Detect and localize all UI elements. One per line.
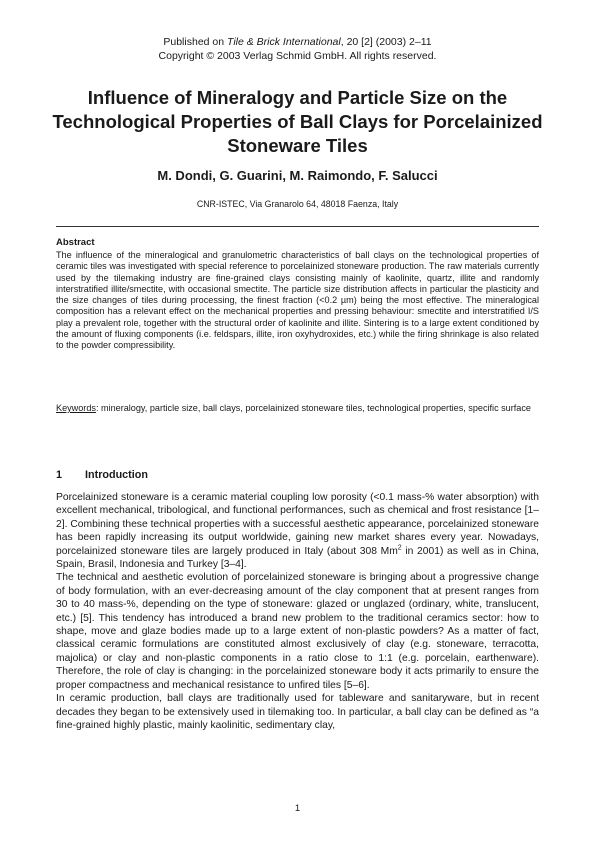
header-divider [56, 226, 539, 227]
affiliation: CNR-ISTEC, Via Granarolo 64, 48018 Faenza, Italy [196, 199, 399, 209]
section-title: Introduction [85, 469, 148, 481]
body-text [56, 491, 539, 732]
abstract-heading: Abstract [56, 237, 95, 248]
paragraph: In ceramic production, ball clays are traditionally used for tableware and sanitaryware, but in recent decades they began to be extensively used in tilemaking too. In particular, a ball clay can be defined as “a fine-grained highly plastic, mainly kaolinitic, sedimentary clay, [56, 693, 539, 731]
keywords-text: : mineralogy, particle size, ball clays, porcelainized stoneware tiles, technological properties, specific surface [95, 403, 531, 413]
author-list: M. Dondi, G. Guarini, M. Raimondo, F. Salucci [157, 168, 438, 183]
paragraph: The technical and aesthetic evolution of porcelainized stoneware is bringing about a progressive change of body formulation, with an ever-decreasing amount of the clay component that at present ranges from 30 to 40 mass-%, depending on the type of stoneware: glazed or unglazed (ordinary, white, translucent, etc.) [5]. This tendency has introduced a brand new problem to the traditional ceramics sector: how to shape, move and glaze bodies made up to a large extent of non-plastic powders? As a matter of fact, classical ceramic formulations are constituted almost exclusively of clay (e.g. stoneware, terracotta, majolica) or clay and non-plastic components in a ratio close to 1:1 (e.g. porcelain, earthenware). Therefore, the role of clay is changing: in the porcelainized stoneware body it acts primarily to ensure the proper compactness and mechanical resistance to unfired tiles [5–6]. [56, 572, 539, 691]
paper-title: Influence of Mineralogy and Particle Size on the Technological Properties of Ball Clays for Porcelainized Stoneware Tiles [52, 87, 543, 156]
paragraph-text: Porcelainized stoneware is a ceramic material coupling low porosity (<0.1 mass-% water absorption) with excellent mechanical, tribological, and functional performances, such as chemical and frost resistance [1–2]. Combining these technical properties with a successful aesthetic appearance, porcelainized stoneware has been rapidly increasing its output worldwide, gaining new market shares every year. Nowadays, porcelainized stoneware tiles are largely produced in Italy (about 308 Mm [56, 492, 539, 557]
keywords-label: Keywords [56, 403, 96, 413]
keywords [56, 403, 539, 414]
publication-prefix: Published on [163, 36, 228, 48]
abstract-text: The influence of the mineralogical and granulometric characteristics of ball clays on the technological properties of ceramic tiles was investigated with special reference to porcelainized stoneware production. The raw materials currently used by the tilemaking industry are fine-grained clays consisting mainly of kaolinite, quartz, illite and randomly interstratified illite/smectite, with occasional smectite. The particle size distribution affects in particular the plasticity and the size changes of tiles during processing, the finest fraction (<0.2 µm) being the most effective. The mineralogical composition has a relevant effect on the mechanical properties and pressing behaviour: smectite and interstratified I/S play a prevalent role, together with the structural order of kaolinite and illite. Sintering is to a large extent conditioned by the amount of fluxing components (i.e. feldspars, illite, iron oxyhydroxides, etc.) while the firing shrinkage is also related to the powder compressibility. [56, 250, 539, 351]
publication-line [0, 35, 595, 49]
page-number: 1 [294, 803, 301, 814]
paragraph [56, 491, 539, 571]
section-number: 1 [56, 469, 63, 481]
paragraph-text: in 2001) as well as in China, Spain, Brasil, Indonesia and Turkey [3–4]. [56, 545, 539, 571]
copyright-line: Copyright © 2003 Verlag Schmid GmbH. All rights reserved. [158, 50, 437, 62]
superscript: 2 [397, 544, 402, 552]
publication-suffix: , 20 [2] (2003) 2–11 [340, 36, 432, 48]
publication-info [0, 35, 595, 63]
section-heading [56, 468, 148, 482]
journal-name: Tile & Brick International [227, 36, 341, 48]
